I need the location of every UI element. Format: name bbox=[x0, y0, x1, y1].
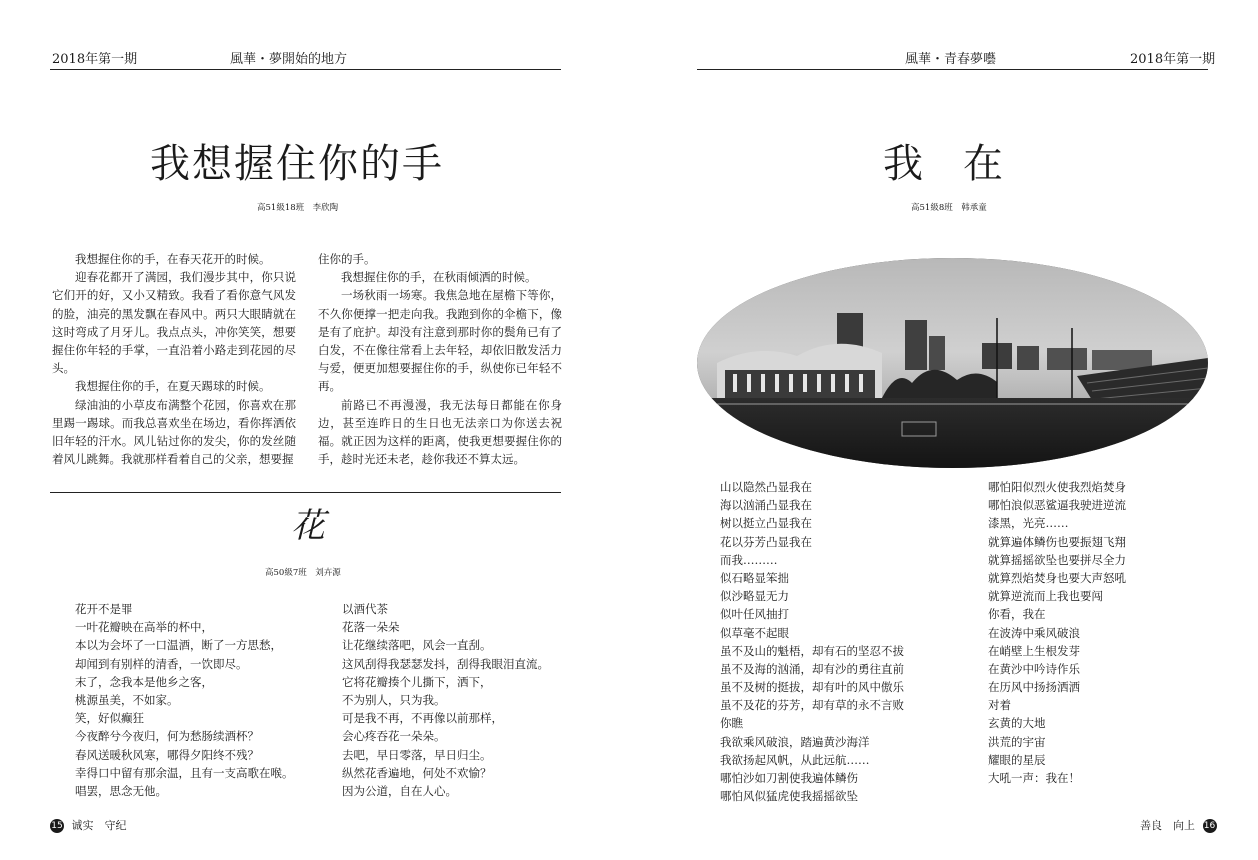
poem-line: 虽不及山的魁梧，却有石的坚忍不拔 bbox=[720, 643, 904, 658]
poem-line: 笑，好似癫狂 bbox=[75, 711, 144, 726]
left-header-issue: 2018年第一期 bbox=[52, 52, 138, 67]
poem-line: 一叶花瓣映在高举的杯中， bbox=[75, 620, 213, 635]
right-page-number: 16 bbox=[1203, 821, 1216, 831]
poem-line: 洪荒的宇宙 bbox=[988, 734, 1046, 749]
right-header-issue: 2018年第一期 bbox=[1130, 52, 1216, 67]
paragraph: 住你的手。 bbox=[318, 252, 376, 266]
poem2-column-1 bbox=[720, 478, 904, 805]
poem-line: 海以汹涌凸显我在 bbox=[720, 498, 812, 513]
poem-line: 幸得口中留有那余温，且有一支高歌在喉。 bbox=[75, 765, 294, 780]
poem-line: 因为公道，自在人心。 bbox=[342, 783, 457, 798]
poem2-title: 我 在 bbox=[883, 141, 1003, 187]
poem-byline: 高50級7班 刘卉源 bbox=[265, 568, 341, 578]
poem-line: 却闻到有别样的清香，一饮即尽。 bbox=[75, 656, 248, 671]
right-footer bbox=[1140, 819, 1217, 833]
poem-line: 不为别人，只为我。 bbox=[342, 692, 446, 707]
poem-line: 让花继续落吧，风会一直刮。 bbox=[342, 638, 492, 653]
poem-line: 会心疼吞花一朵朵。 bbox=[342, 729, 446, 744]
poem-line: 对着 bbox=[988, 698, 1011, 713]
poem-line: 虽不及海的汹涌，却有沙的勇往直前 bbox=[720, 661, 904, 676]
poem-line: 花开不是罪 bbox=[75, 602, 133, 616]
poem-line: 本以为会坏了一口温酒，断了一方思愁， bbox=[75, 638, 282, 653]
poem-line: 而我……… bbox=[720, 552, 778, 567]
poem-line: 耀眼的星辰 bbox=[988, 752, 1046, 767]
poem-line: 似叶任风抽打 bbox=[720, 607, 789, 622]
poem-line: 纵然花香遍地，何处不欢愉？ bbox=[342, 765, 492, 780]
poem-line: 花落一朵朵 bbox=[342, 620, 400, 635]
right-header-column: 風華・青春夢囈 bbox=[905, 52, 997, 67]
paragraph: 我想握住你的手，在春天花开的时候。 bbox=[75, 252, 271, 266]
poem-line: 在历风中扬扬洒洒 bbox=[988, 680, 1080, 695]
poem-line: 花以芬芳凸显我在 bbox=[720, 534, 812, 549]
poem-line: 你瞧 bbox=[720, 716, 743, 731]
poem-line: 哪怕阳似烈火使我烈焰焚身 bbox=[988, 480, 1126, 494]
poem-line: 就算烈焰焚身也要大声怒吼 bbox=[988, 570, 1126, 585]
poem-line: 就算逆流而上我也要闯 bbox=[988, 589, 1103, 604]
poem-line: 哪怕浪似恶鲨逼我驶进逆流 bbox=[988, 498, 1126, 513]
left-page-number: 15 bbox=[51, 821, 63, 831]
poem-line: 大吼一声：我在！ bbox=[988, 771, 1080, 785]
poem-line: 桃源虽美，不如家。 bbox=[75, 692, 179, 707]
paragraph: 迎春花都开了满园，我们漫步其中，你只说它们开的好，又小又精致。我看了看你意气风发的脸，油亮的黑发飘在春风中。两只大眼睛就在这时弯成了月牙儿。我点点头，冲你笑笑，想要握住你年轻的手掌，一直沿着小路走到花园的尽头。 bbox=[52, 270, 296, 376]
poem-line: 似石略显笨拙 bbox=[720, 570, 789, 585]
poem-line: 虽不及花的芬芳，却有草的永不言败 bbox=[720, 698, 904, 713]
poem-line: 虽不及树的挺拔，却有叶的风中傲乐 bbox=[720, 680, 904, 695]
left-footer-motto: 诚实 守纪 bbox=[71, 819, 127, 832]
paragraph: 我想握住你的手，在秋雨倾洒的时候。 bbox=[341, 270, 537, 285]
section-divider bbox=[50, 492, 561, 493]
poem-line: 以酒代茶 bbox=[342, 602, 388, 616]
poem-line: 在波涛中乘风破浪 bbox=[988, 625, 1080, 640]
left-header-column: 風華・夢開始的地方 bbox=[230, 52, 348, 67]
article-column-1 bbox=[52, 250, 296, 468]
poem-line: 可是我不再，不再像以前那样， bbox=[342, 711, 503, 726]
article-column-2 bbox=[318, 250, 562, 468]
paragraph: 前路已不再漫漫，我无法每日都能在你身边，甚至连昨日的生日也无法亲口为你送去祝福。就正因为这样的距离，使我更想要握住你的手，趁时光还未老，趁你我还不算太远。 bbox=[318, 397, 562, 467]
poem-line: 唱罢，思念无他。 bbox=[75, 783, 167, 798]
poem-column-2 bbox=[342, 600, 549, 800]
poem-title: 花 bbox=[291, 506, 325, 546]
poem-line: 哪怕风似猛虎使我摇摇欲坠 bbox=[720, 789, 858, 804]
left-footer bbox=[50, 819, 127, 833]
poem-line: 漆黑，光亮…… bbox=[988, 516, 1069, 531]
poem-line: 今夜醉兮今夜归，何为愁肠续酒杯？ bbox=[75, 729, 259, 744]
poem-line: 这风刮得我瑟瑟发抖，刮得我眼泪直流。 bbox=[342, 656, 549, 671]
poem-line: 山以隐然凸显我在 bbox=[720, 480, 812, 494]
poem-line: 哪怕沙如刀割使我遍体鳞伤 bbox=[720, 771, 858, 785]
article-byline: 高51級18班 李欣陶 bbox=[257, 203, 339, 213]
left-header-rule bbox=[50, 69, 561, 70]
poem-line: 在黄沙中吟诗作乐 bbox=[988, 661, 1080, 676]
poem-line: 我欲扬起风帆，从此远航…… bbox=[720, 752, 870, 767]
poem-line: 树以挺立凸显我在 bbox=[720, 516, 812, 531]
poem-line: 似沙略显无力 bbox=[720, 589, 789, 604]
poem-line: 春风送暖秋风寒，哪得夕阳终不残？ bbox=[75, 747, 259, 762]
poem-line: 就算摇摇欲坠也要拼尽全力 bbox=[988, 552, 1126, 567]
poem-line: 就算遍体鳞伤也要振翅飞翔 bbox=[988, 534, 1126, 549]
poem-line: 末了，念我本是他乡之客， bbox=[75, 674, 213, 689]
campus-photo-icon bbox=[697, 258, 1208, 468]
paragraph: 绿油油的小草皮布满整个花园，你喜欢在那里踢一踢球。而我总喜欢坐在场边，看你挥洒依旧年轻的汗水。风儿钻过你的发尖，你的发丝随着风儿跳舞。我就那样看着自己的父亲，想要握 bbox=[52, 397, 296, 467]
poem2-byline: 高51級8班 韩承童 bbox=[911, 203, 987, 213]
article-title: 我想握住你的手 bbox=[150, 141, 444, 187]
right-header-rule bbox=[697, 69, 1208, 70]
right-footer-motto: 善良 向上 bbox=[1140, 819, 1195, 832]
poem-line: 它将花瓣揍个儿撕下，洒下， bbox=[342, 674, 492, 689]
paragraph: 我想握住你的手，在夏天踢球的时候。 bbox=[75, 379, 271, 394]
campus-night-photo bbox=[697, 258, 1208, 468]
poem-line: 你看，我在 bbox=[988, 607, 1046, 622]
poem-line: 我欲乘风破浪，踏遍黄沙海洋 bbox=[720, 734, 870, 749]
poem-line: 去吧，早日零落，早日归尘。 bbox=[342, 747, 492, 762]
poem-line: 在峭壁上生根发芽 bbox=[988, 643, 1080, 658]
poem-column-1 bbox=[75, 600, 294, 800]
poem2-column-2 bbox=[988, 478, 1126, 787]
poem-line: 似草毫不起眼 bbox=[720, 625, 789, 640]
poem-line: 玄黄的大地 bbox=[988, 716, 1046, 731]
paragraph: 一场秋雨一场寒。我焦急地在屋檐下等你，不久你便撑一把走向我。我跑到你的伞檐下，像是有了庇护。却没有注意到那时你的鬓角已有了白发，不在像往常看上去年轻，却依旧散发活力与爱，便更加想要握住你的手，纵使你已年轻不再。 bbox=[318, 288, 562, 394]
